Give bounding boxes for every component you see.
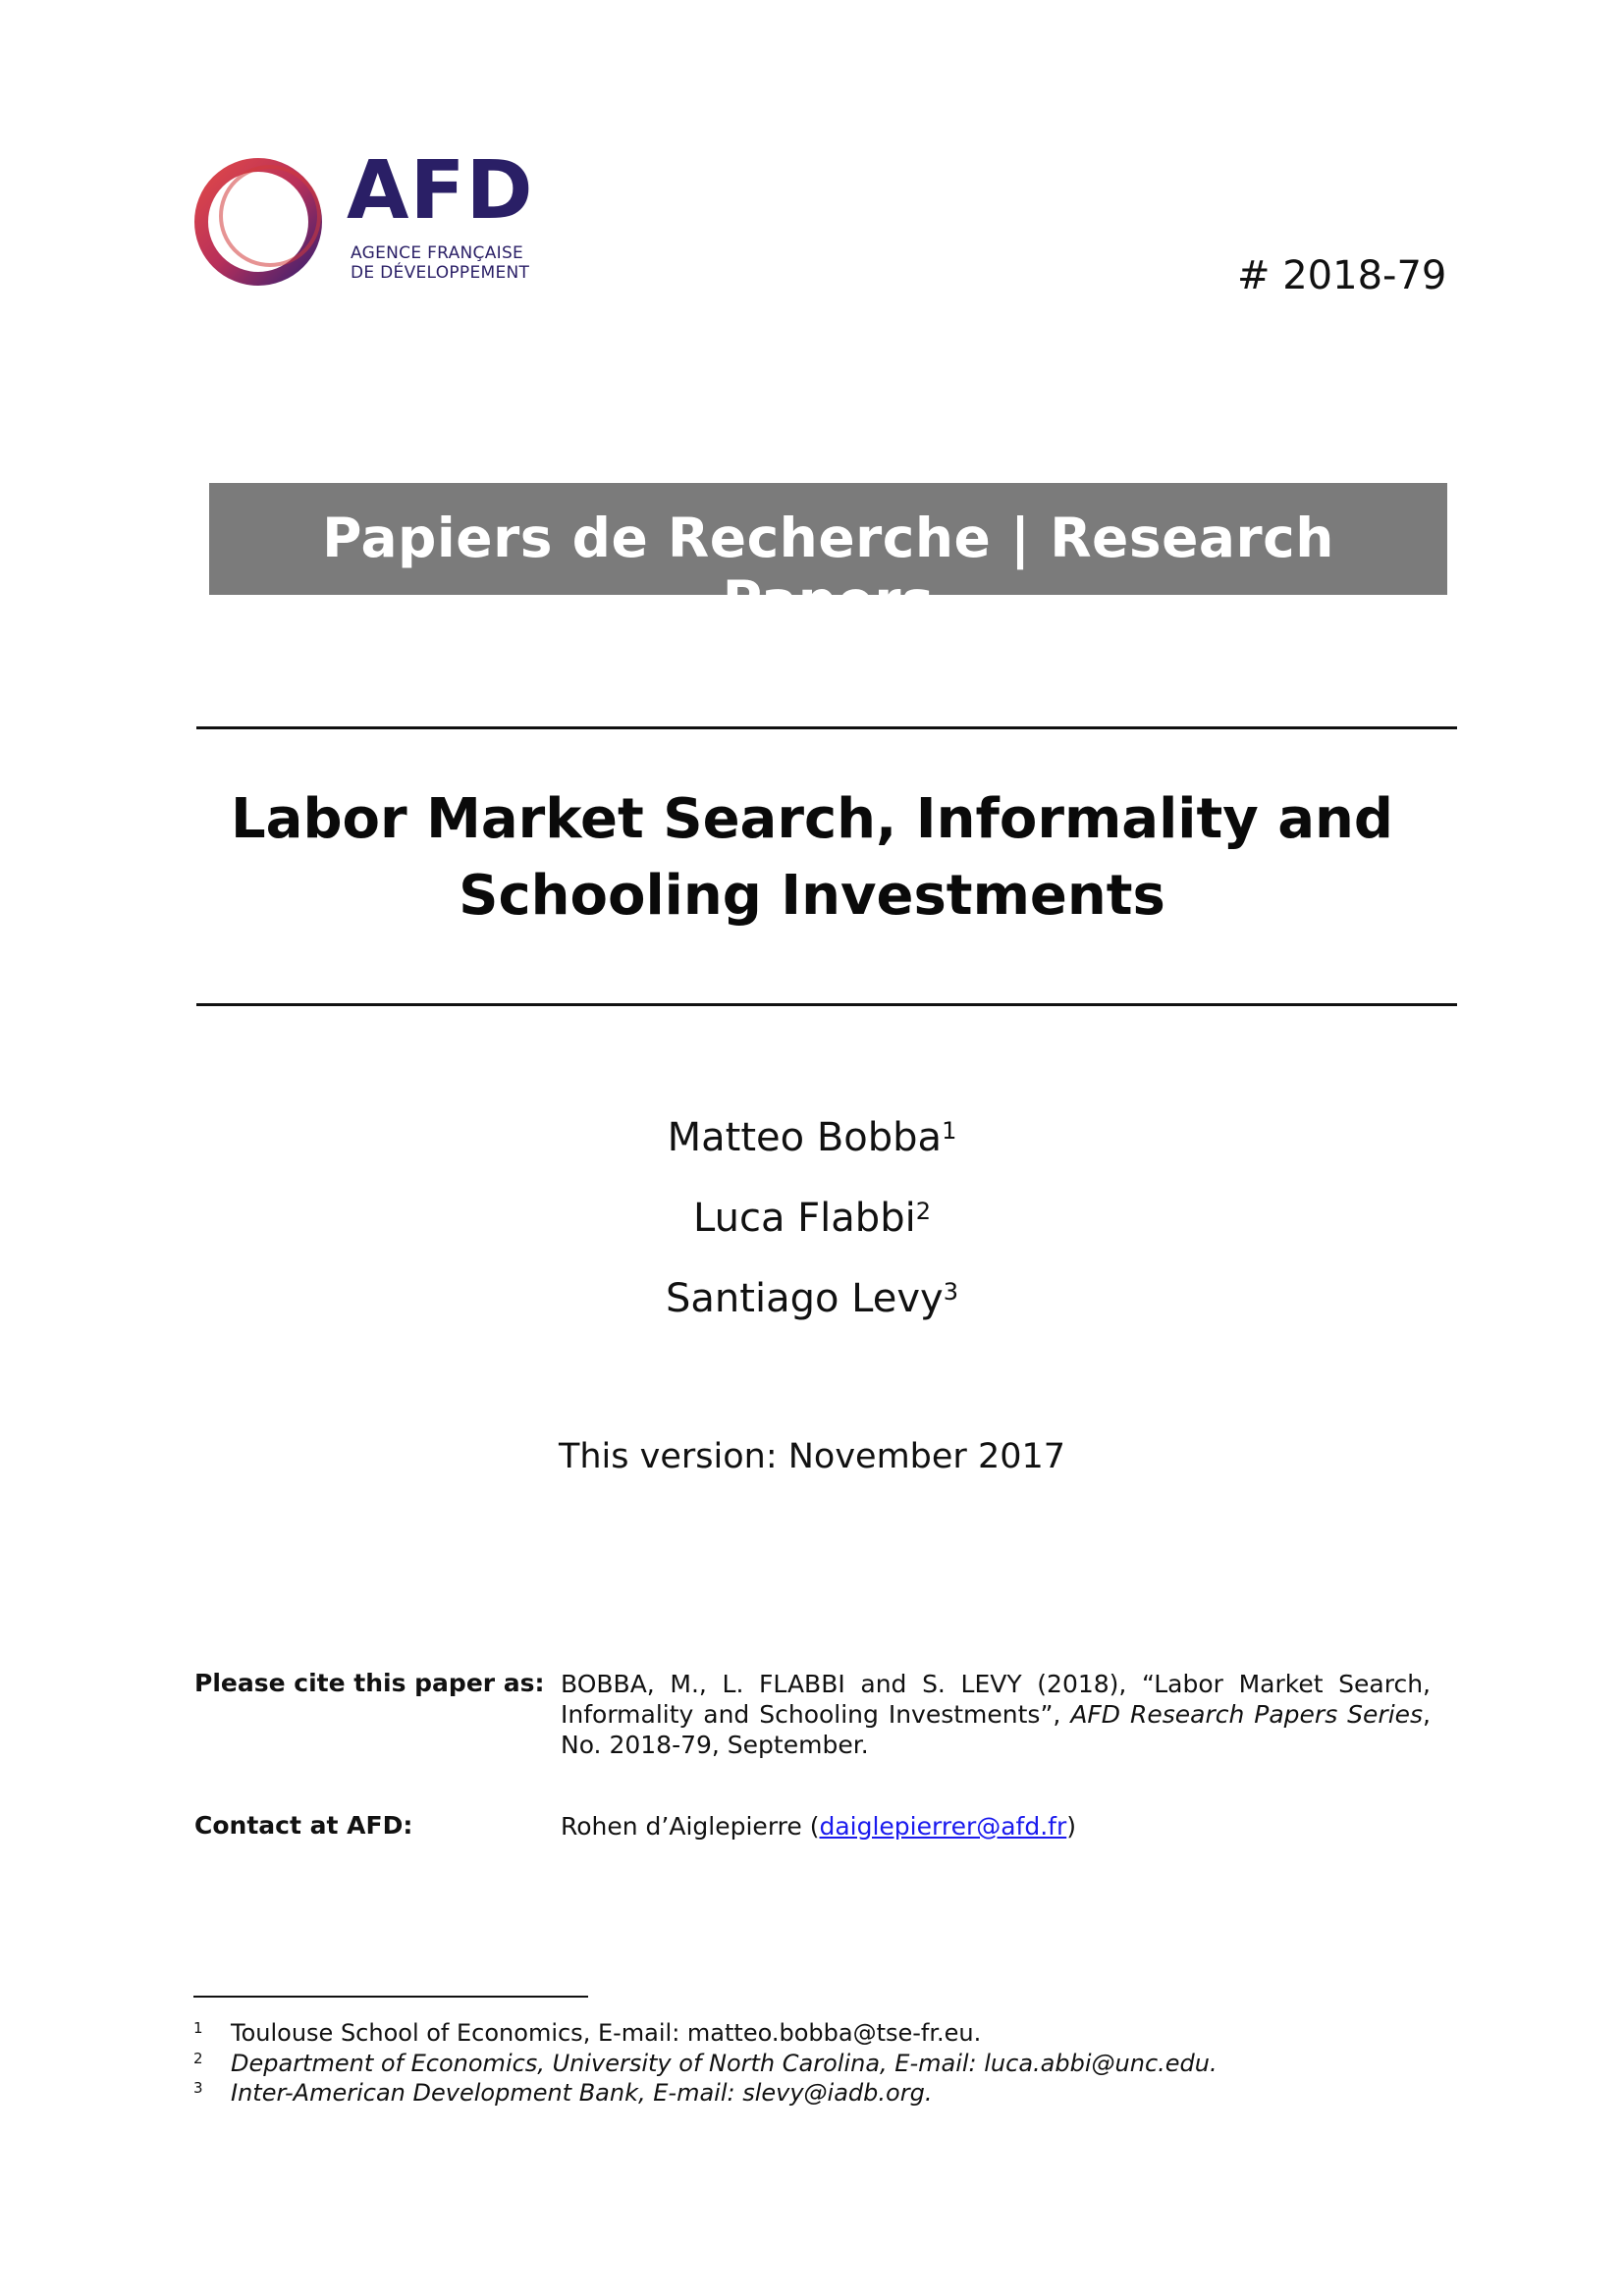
footnote-text: Inter-American Development Bank, E-mail: slevy@iadb.org. [231,2079,933,2107]
citation-text [561,1669,1431,1760]
footnote-number: 1 [193,2019,203,2037]
author [196,1196,1428,1241]
footnote [193,2019,981,2047]
author [196,1276,1428,1321]
footnote-number: 2 [193,2050,203,2067]
series-banner [209,483,1447,632]
logo-subtitle-line1: AGENCE FRANÇAISE [351,243,524,263]
author-footnote-ref: 2 [915,1198,931,1225]
contact-name: Rohen d’Aiglepierre ( [561,1812,820,1841]
paper-title [196,781,1428,934]
footnote [193,2050,1218,2077]
footnote-text: Toulouse School of Economics, E-mail: matteo.bobba@tse-fr.eu. [231,2019,982,2047]
citation-label: Please cite this paper as: [194,1669,545,1697]
author-footnote-ref: 3 [943,1278,958,1306]
paper-title-line2: Schooling Investments [459,864,1165,928]
footnote-rule [193,1996,588,1998]
paper-title-line1: Labor Market Search, Informality and [230,787,1393,851]
author-name: Luca Flabbi [693,1196,916,1241]
citation-text-main: BOBBA, M., L. FLABBI and S. LEVY (2018), “Labor Market Search, Informality and Schooling Investments”, [561,1670,1431,1729]
citation-text-end: , No. 2018-79, September. [561,1700,1431,1759]
author-name: Matteo Bobba [667,1115,943,1160]
contact-close-paren: ) [1066,1812,1077,1841]
afd-ring-icon [191,147,339,294]
logo-subtitle-line2: DE DÉVELOPPEMENT [351,263,530,283]
title-rule-top [196,726,1457,729]
footnote-text: Department of Economics, University of North Carolina, E-mail: luca.abbi@unc.edu. [231,2050,1218,2077]
author-footnote-ref: 1 [942,1117,957,1145]
report-number: # 2018-79 [1237,253,1447,298]
title-rule-bottom [196,1003,1457,1006]
citation-series: AFD Research Papers Series [1070,1700,1424,1729]
contact-label: Contact at AFD: [194,1811,413,1840]
footnote [193,2079,932,2107]
version-date: This version: November 2017 [558,1437,1066,1476]
contact-value [561,1811,1431,1842]
logo-wordmark: AFD [347,144,534,238]
author [196,1115,1428,1160]
contact-email-link[interactable]: daiglepierrer@afd.fr [819,1812,1067,1841]
footnote-number: 3 [193,2079,203,2097]
series-banner-text: Papiers de Recherche | Research Papers [322,507,1334,632]
author-name: Santiago Levy [666,1276,944,1321]
afd-logo [191,144,545,304]
